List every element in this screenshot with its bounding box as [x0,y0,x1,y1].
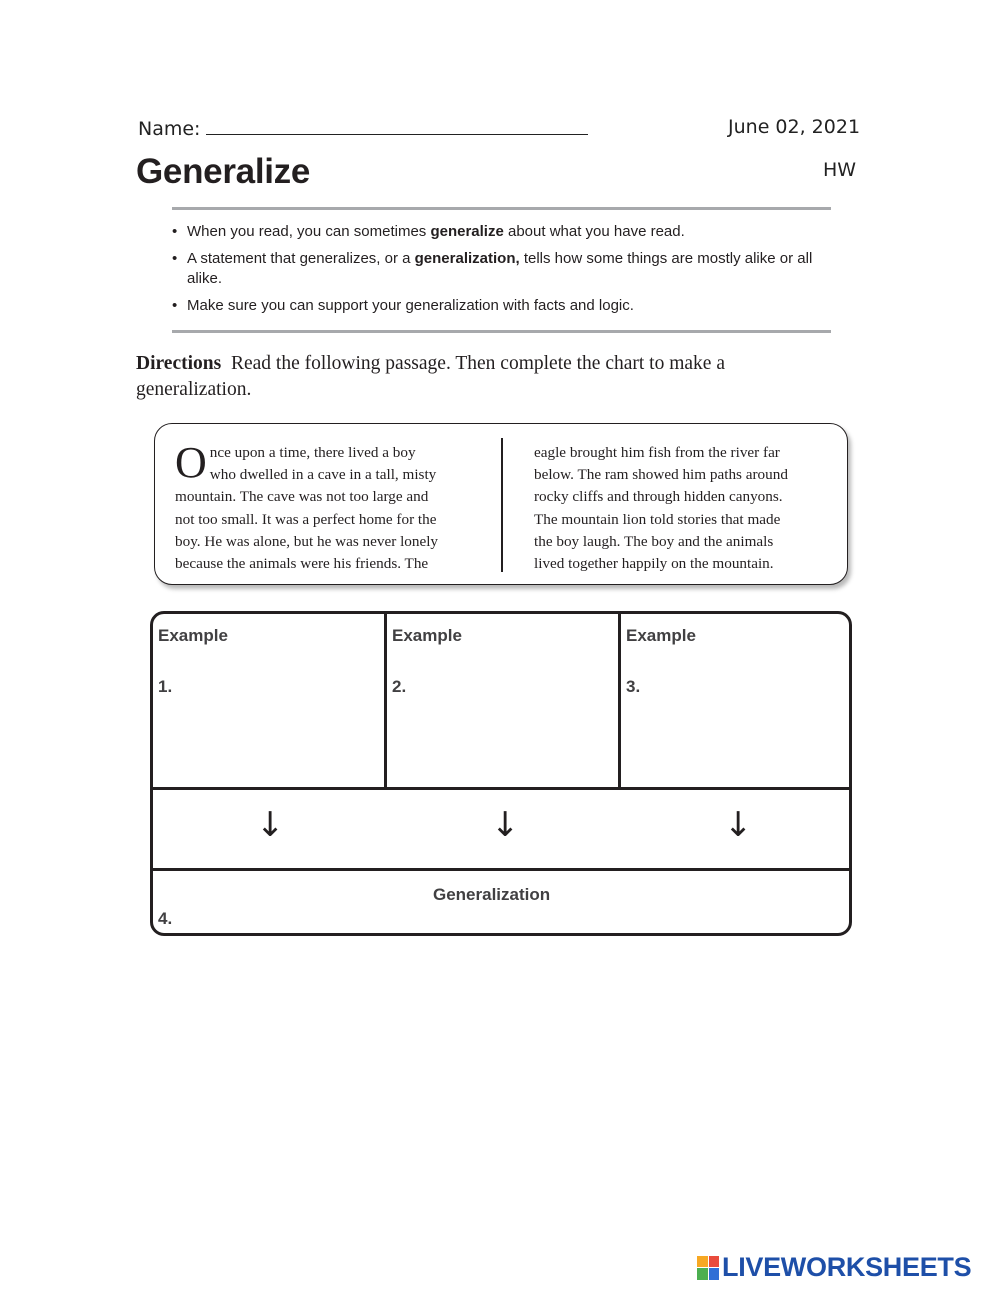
liveworksheets-logo [697,1252,971,1283]
cell-divider [384,614,387,788]
name-label: Name: [138,118,201,140]
example-label-2: Example [392,626,462,645]
passage-line: not too small. It was a perfect home for the [175,510,437,528]
passage-right-column [534,442,834,575]
arrow-down-icon: ↓ [491,805,520,845]
passage-box [154,423,848,585]
cell-divider [618,614,621,788]
logo-text: LIVEWORKSHEETS [722,1252,972,1282]
directions-text: Read the following passage. Then complete the chart to make a generalization. [136,353,725,400]
bullet-item: • Make sure you can support your generalization with facts and logic. [172,296,822,316]
page-title: Generalize [136,152,311,191]
date-text: June 02, 2021 [728,116,861,138]
passage-line: boy. He was alone, but he was never lonely [175,532,439,550]
directions-label: Directions [136,353,222,374]
example-number-1: 1. [158,677,173,696]
example-label-1: Example [158,626,228,645]
example-number-3: 3. [626,677,641,696]
row-divider [153,787,849,790]
bullet-item: • A statement that generalizes, or a generalization, tells how some things are mostly alike or all alike. [172,249,822,289]
name-blank-line[interactable] [206,116,588,135]
hw-label: HW [823,159,857,181]
passage-line: because the animals were his friends. The [175,555,429,573]
passage-line: eagle brought him fish from the river far [534,444,780,461]
passage-line: rocky cliffs and through hidden canyons. [534,488,783,506]
row-divider [153,868,849,871]
name-field [138,116,588,140]
instruction-list [172,222,822,323]
column-divider [501,438,503,572]
directions [136,351,816,403]
passage-line: below. The ram showed him paths around [534,466,788,484]
passage-line: The mountain lion told stories that made [534,510,781,528]
generalization-label: Generalization [433,885,551,904]
passage-left-column [175,438,475,575]
arrow-down-icon: ↓ [724,805,753,845]
bullet-item: • When you read, you can sometimes generalize about what you have read. [172,222,822,242]
arrow-down-icon: ↓ [256,805,285,845]
generalization-chart [150,611,852,936]
passage-line: lived together happily on the mountain. [534,555,774,573]
passage-line: mountain. The cave was not too large and [175,488,429,506]
passage-line: the boy laugh. The boy and the animals [534,532,774,550]
logo-mark-icon [697,1256,719,1280]
passage-line: who dwelled in a cave in a tall, misty [209,466,437,484]
generalization-number: 4. [158,909,173,928]
top-divider [172,207,831,210]
example-number-2: 2. [392,677,407,696]
drop-cap: O [175,438,207,487]
passage-line: nce upon a time, there lived a boy [209,444,416,461]
example-label-3: Example [626,626,696,645]
bottom-divider [172,330,831,333]
